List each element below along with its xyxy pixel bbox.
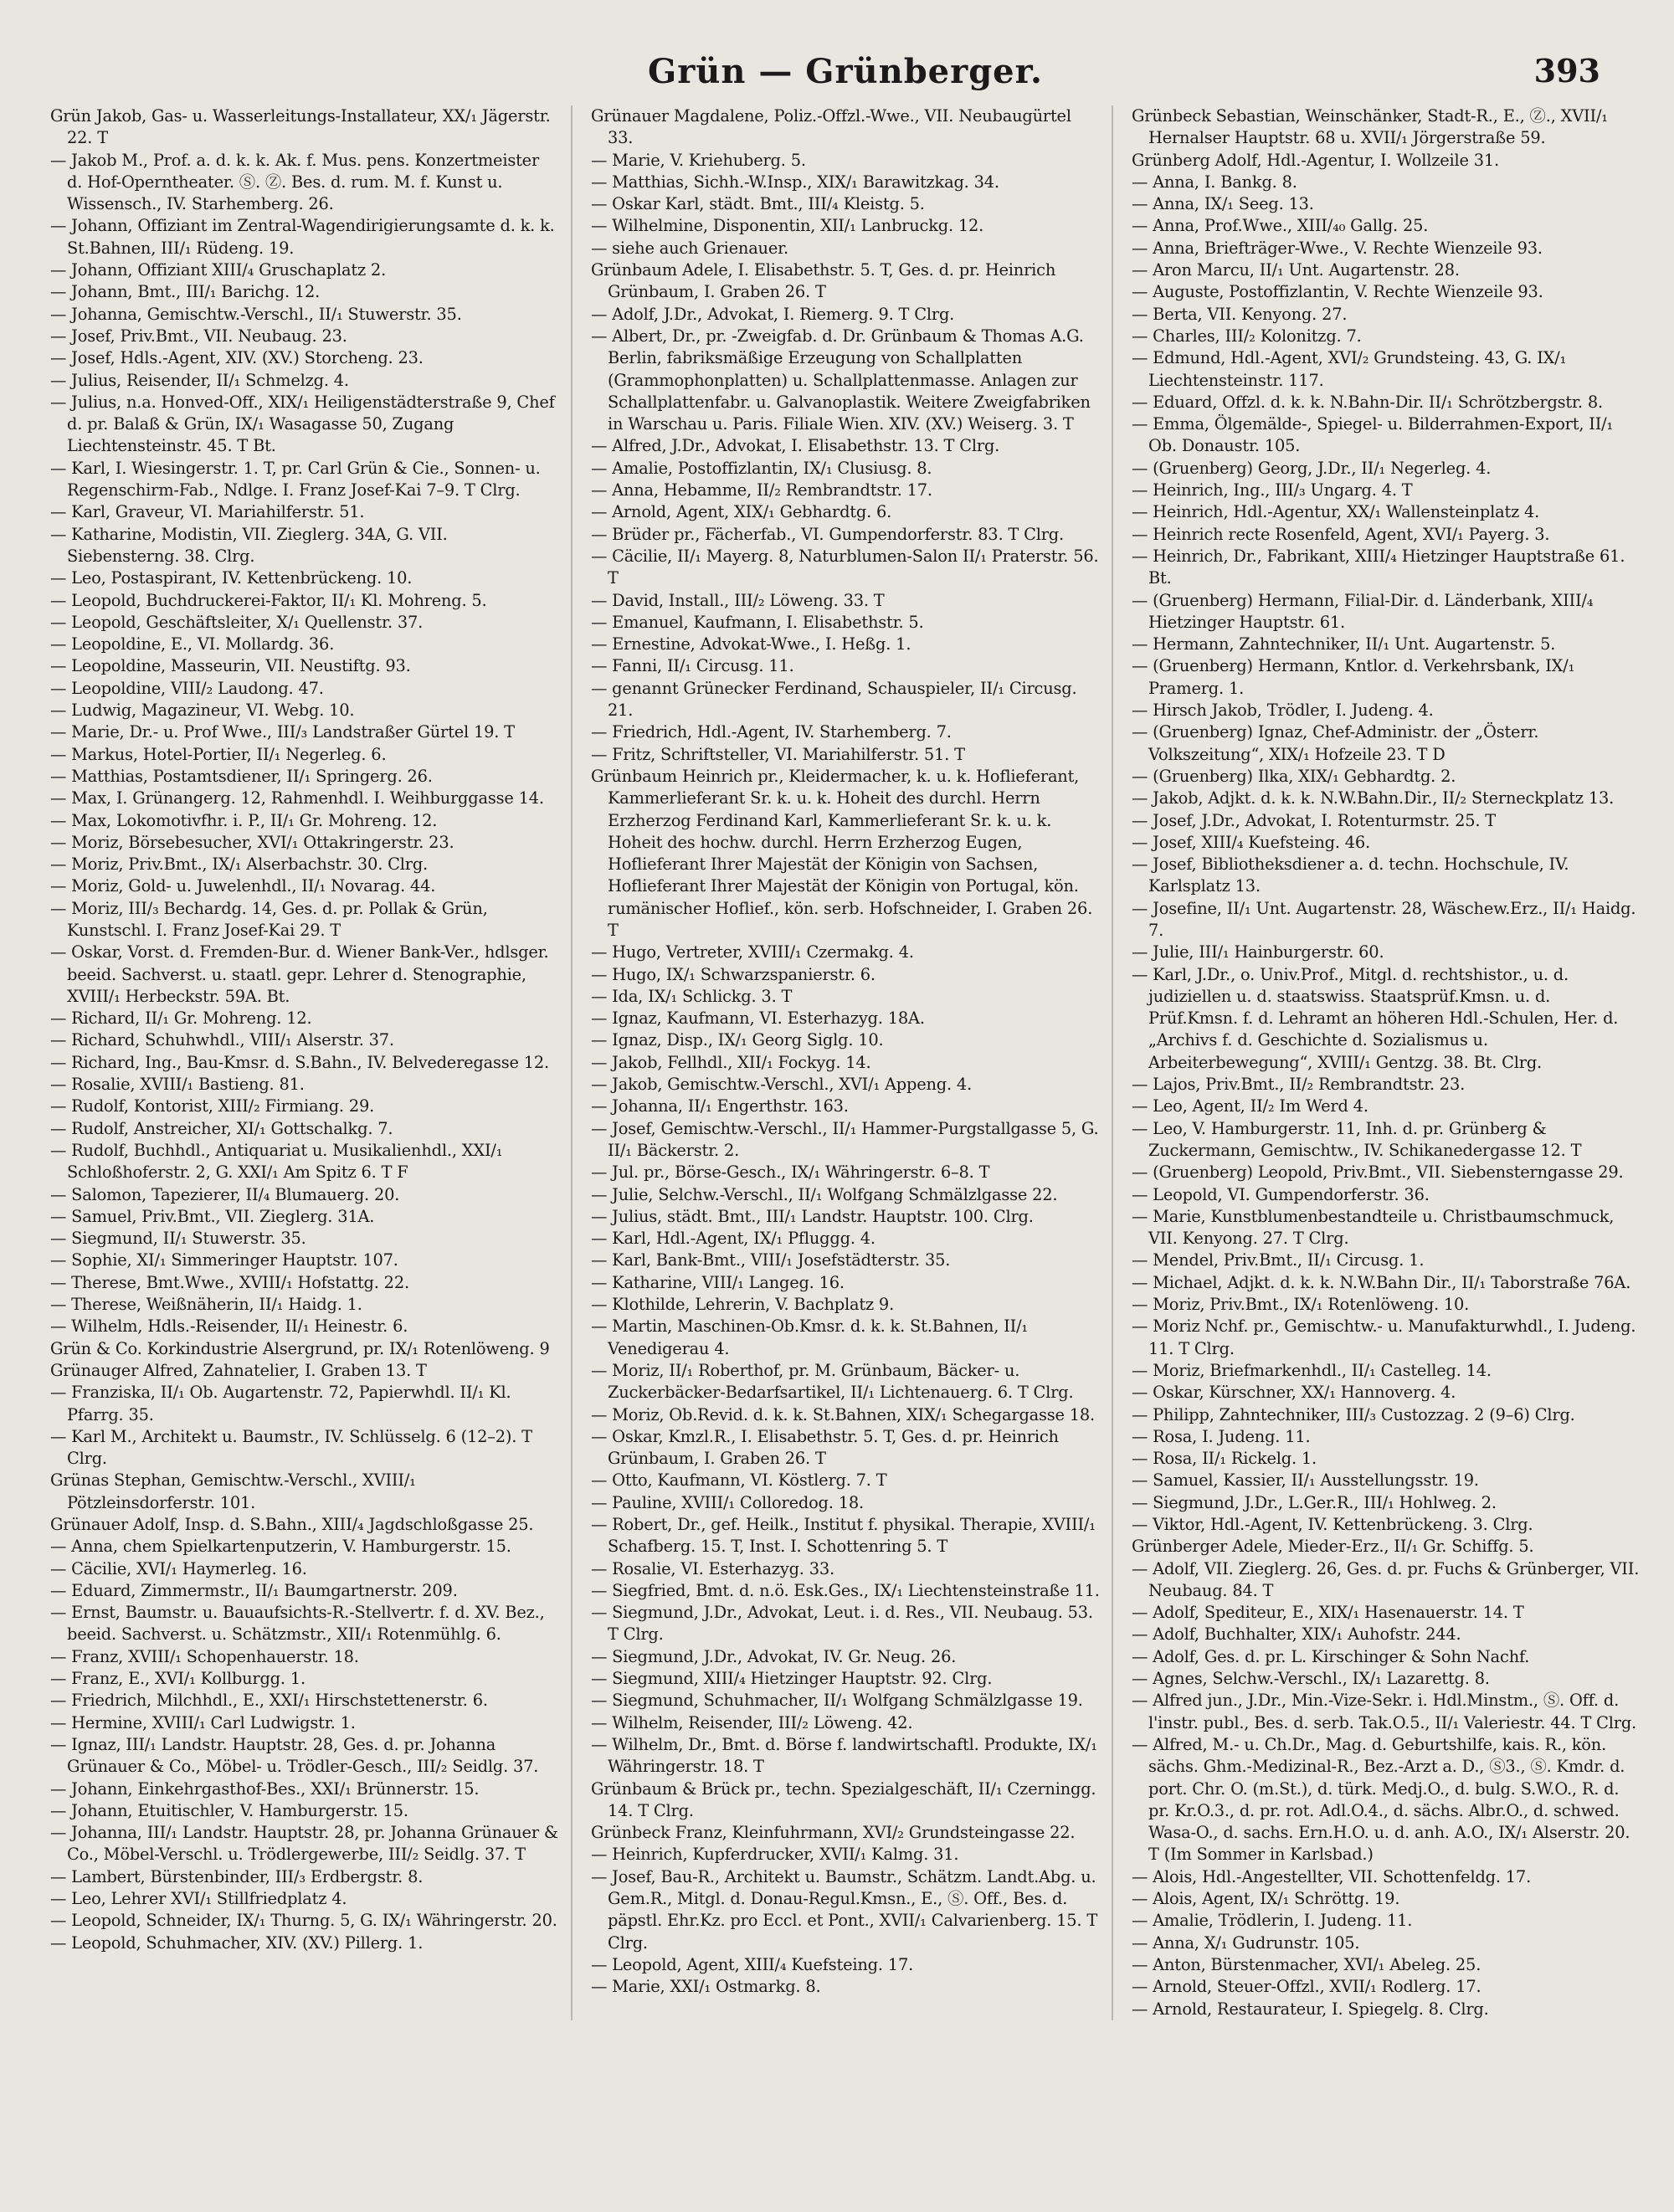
directory-entry: — Karl, Hdl.-Agent, IX/₁ Pfluggg. 4. bbox=[591, 1229, 876, 1249]
directory-entry: — Josef, Priv.Bmt., VII. Neubaug. 23. bbox=[50, 326, 347, 346]
directory-entry: — Sophie, XI/₁ Simmeringer Hauptstr. 107. bbox=[50, 1250, 398, 1270]
directory-entry: — Franz, E., XVI/₁ Kollburgg. 1. bbox=[50, 1669, 306, 1689]
directory-entry: — Otto, Kaufmann, VI. Köstlerg. 7. T bbox=[591, 1470, 887, 1491]
directory-entry: Grünberger Adele, Mieder-Erz., II/₁ Gr. Schiffg. 5. bbox=[1132, 1537, 1534, 1557]
directory-entry: — Johanna, Gemischtw.-Verschl., II/₁ Stuwerstr. 35. bbox=[50, 304, 462, 324]
directory-entry: — Therese, Bmt.Wwe., XVIII/₁ Hofstattg. 22. bbox=[50, 1272, 409, 1292]
directory-entry: — Marie, Kunstblumenbestandteile u. Christbaumschmuck, VII. Kenyong. 27. T Clrg. bbox=[1132, 1206, 1615, 1249]
directory-entry: — Michael, Adjkt. d. k. k. N.W.Bahn Dir., II/₁ Taborstraße 76A. bbox=[1132, 1272, 1631, 1292]
directory-entry: — Jakob, Adjkt. d. k. k. N.W.Bahn.Dir., II/₂ Sterneckplatz 13. bbox=[1132, 788, 1615, 808]
directory-entry: — Hugo, Vertreter, XVIII/₁ Czermakg. 4. bbox=[591, 942, 914, 962]
directory-entry: — Siegmund, XIII/₄ Hietzinger Hauptstr. 92. Clrg. bbox=[591, 1669, 993, 1689]
directory-entry: — Edmund, Hdl.-Agent, XVI/₂ Grundsteing. 43, G. IX/₁ Liechtensteinstr. 117. bbox=[1132, 348, 1567, 390]
column-middle bbox=[591, 105, 1113, 2020]
directory-entry: — Franz, XVIII/₁ Schopenhauerstr. 18. bbox=[50, 1646, 359, 1666]
directory-entry: — Albert, Dr., pr. -Zweigfab. d. Dr. Grünbaum & Thomas A.G. Berlin, fabriksmäßige Erzeugung von Schallplatten (Grammophonplatten) u. Schallplattenmasse. Anlagen zur Schallplattenfabr. u. Galvanoplastik. Weitere Zweigfabriken in Warschau u. Paris. Filiale Wien. XIV. (XV.) Weiserg. 3. T bbox=[591, 326, 1091, 434]
directory-entry: — Moriz, Priv.Bmt., IX/₁ Alserbachstr. 30. Clrg. bbox=[50, 855, 429, 875]
directory-entry: — Karl, Graveur, VI. Mariahilferstr. 51. bbox=[50, 502, 365, 522]
directory-entry: — Siegmund, J.Dr., Advokat, Leut. i. d. Res., VII. Neubaug. 53. T Clrg. bbox=[591, 1603, 1093, 1645]
directory-entry: — Marie, XXI/₁ Ostmarkg. 8. bbox=[591, 1977, 821, 1997]
directory-entry: — Pauline, XVIII/₁ Colloredog. 18. bbox=[591, 1492, 864, 1512]
directory-entry: — Leopold, Buchdruckerei-Faktor, II/₁ Kl. Mohreng. 5. bbox=[50, 590, 487, 610]
directory-entry: — Leo, V. Hamburgerstr. 11, Inh. d. pr. Grünberg & Zuckermann, Gemischtw., IV. Schikanedergasse 12. T bbox=[1132, 1118, 1582, 1160]
directory-entry: — Agnes, Selchw.-Verschl., IX/₁ Lazarettg. 8. bbox=[1132, 1669, 1490, 1689]
directory-entry: — Moriz, Börsebesucher, XVI/₁ Ottakringerstr. 23. bbox=[50, 832, 454, 852]
page-number: 393 bbox=[1533, 52, 1600, 90]
directory-entry: Grünauer Adolf, Insp. d. S.Bahn., XIII/₄ Jagdschloßgasse 25. bbox=[50, 1515, 534, 1534]
directory-entry: — Adolf, Buchhalter, XIX/₁ Auhofstr. 244. bbox=[1132, 1624, 1461, 1645]
directory-entry: — Rudolf, Anstreicher, XI/₁ Gottschalkg. 7. bbox=[50, 1118, 393, 1138]
directory-entry: — Richard, Ing., Bau-Kmsr. d. S.Bahn., IV. Belvederegasse 12. bbox=[50, 1052, 549, 1072]
directory-entry: — David, Install., III/₂ Löweng. 33. T bbox=[591, 590, 885, 610]
directory-entry: — Anna, IX/₁ Seeg. 13. bbox=[1132, 194, 1314, 214]
directory-entry: — Max, I. Grünangerg. 12, Rahmenhdl. I. Weihburggasse 14. bbox=[50, 788, 544, 808]
directory-entry: — Hermann, Zahntechniker, II/₁ Unt. Augartenstr. 5. bbox=[1132, 634, 1556, 654]
directory-entry: — Moriz Nchf. pr., Gemischtw.- u. Manufakturwhdl., I. Judeng. 11. T Clrg. bbox=[1132, 1316, 1636, 1358]
directory-entry: — Josef, J.Dr., Advokat, I. Rotenturmstr. 25. T bbox=[1132, 810, 1497, 830]
directory-entry: Grün & Co. Korkindustrie Alsergrund, pr. IX/₁ Rotenlöweng. 9 bbox=[50, 1338, 550, 1358]
directory-entry: — Brüder pr., Fächerfab., VI. Gumpendorferstr. 83. T Clrg. bbox=[591, 524, 1064, 544]
directory-entry: — Siegmund, Schuhmacher, II/₁ Wolfgang Schmälzlgasse 19. bbox=[591, 1691, 1083, 1711]
directory-entry: — Anna, Briefträger-Wwe., V. Rechte Wienzeile 93. bbox=[1132, 238, 1543, 258]
directory-entry: — Rosa, II/₁ Rickelg. 1. bbox=[1132, 1449, 1317, 1469]
directory-entry: — Matthias, Sichh.-W.Insp., XIX/₁ Barawitzkag. 34. bbox=[591, 172, 999, 192]
directory-entry: — siehe auch Grienauer. bbox=[591, 238, 789, 258]
directory-entry: — Marie, V. Kriehuberg. 5. bbox=[591, 150, 806, 170]
directory-entry: Grünbaum & Brück pr., techn. Spezialgeschäft, II/₁ Czerningg. 14. T Clrg. bbox=[591, 1778, 1096, 1820]
directory-entry: Grünauer Magdalene, Poliz.-Offzl.-Wwe., VII. Neubaugürtel 33. bbox=[591, 106, 1071, 148]
directory-entry: — Adolf, J.Dr., Advokat, I. Riemerg. 9. T Clrg. bbox=[591, 304, 955, 324]
directory-entry: — Moriz, Gold- u. Juwelenhdl., II/₁ Novarag. 44. bbox=[50, 876, 436, 896]
directory-entry: — Eduard, Zimmermstr., II/₁ Baumgartnerstr. 209. bbox=[50, 1580, 458, 1600]
directory-entry: Grünberg Adolf, Hdl.-Agentur, I. Wollzeile 31. bbox=[1132, 150, 1499, 170]
directory-entry: — Markus, Hotel-Portier, II/₁ Negerleg. 6. bbox=[50, 744, 387, 764]
directory-entry: — Oskar, Kmzl.R., I. Elisabethstr. 5. T, Ges. d. pr. Heinrich Grünbaum, I. Graben 26. T bbox=[591, 1426, 1059, 1469]
directory-entry: Grünbaum Adele, I. Elisabethstr. 5. T, Ges. d. pr. Heinrich Grünbaum, I. Graben 26. T bbox=[591, 260, 1056, 302]
directory-entry: — Heinrich recte Rosenfeld, Agent, XVI/₁ Payerg. 3. bbox=[1132, 524, 1550, 544]
directory-entry: — Leopold, Schneider, IX/₁ Thurng. 5, G. IX/₁ Währingerstr. 20. bbox=[50, 1911, 557, 1931]
directory-entry: — Jakob M., Prof. a. d. k. k. Ak. f. Mus. pens. Konzertmeister d. Hof-Operntheater. Ⓢ. Ⓩ. Bes. d. rum. M. f. Kunst u. Wissensch., IV. Starhemberg. 26. bbox=[50, 150, 540, 214]
directory-entry: — Wilhelm, Hdls.-Reisender, II/₁ Heinestr. 6. bbox=[50, 1316, 408, 1337]
directory-entry: — Johann, Etuitischler, V. Hamburgerstr. 15. bbox=[50, 1800, 408, 1820]
directory-entry: — Ignaz, Kaufmann, VI. Esterhazyg. 18A. bbox=[591, 1008, 925, 1029]
directory-entry: — Karl, I. Wiesingerstr. 1. T, pr. Carl Grün & Cie., Sonnen- u. Regenschirm-Fab., Ndlge. I. Franz Josef-Kai 7–9. T Clrg. bbox=[50, 458, 541, 500]
directory-entry: — Salomon, Tapezierer, II/₄ Blumauerg. 20. bbox=[50, 1184, 400, 1204]
directory-entry: — Oskar Karl, städt. Bmt., III/₄ Kleistg. 5. bbox=[591, 194, 925, 214]
directory-entry: — Alfred jun., J.Dr., Min.-Vize-Sekr. i. Hdl.Minstm., Ⓢ. Off. d. l'instr. publ., Bes. d. serb. Tak.O.5., II/₁ Valeriestr. 44. T Clrg. bbox=[1132, 1691, 1637, 1732]
directory-entry: — Moriz, Briefmarkenhdl., II/₁ Castelleg. 14. bbox=[1132, 1360, 1492, 1380]
directory-entry: — Leopoldine, VIII/₂ Laudong. 47. bbox=[50, 678, 324, 698]
directory-entry: — Heinrich, Kupferdrucker, XVII/₁ Kalmg. 31. bbox=[591, 1845, 959, 1865]
directory-entry: — Anna, Hebamme, II/₂ Rembrandtstr. 17. bbox=[591, 480, 932, 500]
directory-entry: — Heinrich, Hdl.-Agentur, XX/₁ Wallensteinplatz 4. bbox=[1132, 502, 1540, 522]
directory-entry: — Alfred, J.Dr., Advokat, I. Elisabethstr. 13. T Clrg. bbox=[591, 436, 1000, 456]
directory-entry: — Viktor, Hdl.-Agent, IV. Kettenbrückeng. 3. Clrg. bbox=[1132, 1515, 1533, 1534]
directory-entry: — Berta, VII. Kenyong. 27. bbox=[1132, 304, 1348, 324]
directory-entry: Grün Jakob, Gas- u. Wasserleitungs-Installateur, XX/₁ Jägerstr. 22. T bbox=[50, 106, 551, 148]
directory-entry: — Adolf, Ges. d. pr. L. Kirschinger & Sohn Nachf. bbox=[1132, 1646, 1530, 1666]
directory-entry: — Josefine, II/₁ Unt. Augartenstr. 28, Wäschew.Erz., II/₁ Haidg. 7. bbox=[1132, 898, 1636, 940]
directory-entry: — Lambert, Bürstenbinder, III/₃ Erdbergstr. 8. bbox=[50, 1866, 424, 1886]
directory-entry: — Samuel, Priv.Bmt., VII. Zieglerg. 31A. bbox=[50, 1206, 375, 1226]
directory-entry: — Emma, Ölgemälde-, Spiegel- u. Bilderrahmen-Export, II/₁ Ob. Donaustr. 105. bbox=[1132, 414, 1614, 456]
directory-entry: — Johann, Offiziant XIII/₄ Gruschaplatz 2. bbox=[50, 260, 387, 280]
directory-entry: — Siegfried, Bmt. d. n.ö. Esk.Ges., IX/₁ Liechtensteinstraße 11. bbox=[591, 1580, 1100, 1600]
directory-entry: — Johanna, III/₁ Landstr. Hauptstr. 28, pr. Johanna Grünauer & Co., Möbel-Verschl. u. Trödlergewerbe, III/₂ Seidlg. 37. T bbox=[50, 1823, 558, 1865]
directory-entry: — (Gruenberg) Georg, J.Dr., II/₁ Negerleg. 4. bbox=[1132, 458, 1492, 478]
directory-entry: — Siegmund, J.Dr., Advokat, IV. Gr. Neug. 26. bbox=[591, 1646, 957, 1666]
column-left bbox=[50, 105, 573, 2020]
directory-entry: — Leo, Postaspirant, IV. Kettenbrückeng. 10. bbox=[50, 568, 413, 588]
directory-entry: — Leopoldine, Masseurin, VII. Neustiftg. 93. bbox=[50, 656, 411, 676]
directory-entry: — Friedrich, Hdl.-Agent, IV. Starhemberg. 7. bbox=[591, 722, 952, 742]
directory-entry: — Rudolf, Buchhdl., Antiquariat u. Musikalienhdl., XXI/₁ Schloßhoferstr. 2, G. XXI/₁ Am Spitz 6. T F bbox=[50, 1140, 503, 1183]
directory-entry: — Karl, J.Dr., o. Univ.Prof., Mitgl. d. rechtshistor., u. d. judiziellen u. d. staatswiss. Staatsprüf.Kmsn. u. d. Prüf.Kmsn. f. d. Lehramt an höheren Hdl.-Schulen, Her. d. „Archivs f. d. Geschichte d. Sozialismus u. Arbeiterbewegung“, XVIII/₁ Gentzg. 38. Bt. Clrg. bbox=[1132, 964, 1619, 1072]
directory-entry: — Julius, städt. Bmt., III/₁ Landstr. Hauptstr. 100. Clrg. bbox=[591, 1206, 1034, 1226]
directory-entry: — Leopoldine, E., VI. Mollardg. 36. bbox=[50, 634, 335, 654]
directory-entry: — Julie, III/₁ Hainburgerstr. 60. bbox=[1132, 942, 1384, 962]
directory-entry: — Mendel, Priv.Bmt., II/₁ Circusg. 1. bbox=[1132, 1250, 1425, 1270]
directory-entry: — Johann, Offiziant im Zentral-Wagendirigierungsamte d. k. k. St.Bahnen, III/₁ Rüdeng. 19. bbox=[50, 216, 555, 258]
directory-entry: — Rudolf, Kontorist, XIII/₂ Firmiang. 29. bbox=[50, 1096, 375, 1116]
directory-entry: — Karl, Bank-Bmt., VIII/₁ Josefstädterstr. 35. bbox=[591, 1250, 951, 1270]
directory-entry: — Anna, chem Spielkartenputzerin, V. Hamburgerstr. 15. bbox=[50, 1537, 511, 1557]
running-title: Grün — Grünberger. bbox=[648, 52, 1043, 91]
directory-entry: — Samuel, Kassier, II/₁ Ausstellungsstr. 19. bbox=[1132, 1470, 1479, 1491]
directory-columns bbox=[50, 105, 1641, 2020]
directory-entry: — Fritz, Schriftsteller, VI. Mariahilferstr. 51. T bbox=[591, 744, 965, 764]
directory-entry: — Siegmund, II/₁ Stuwerstr. 35. bbox=[50, 1229, 306, 1249]
directory-entry: — Oskar, Kürschner, XX/₁ Hannoverg. 4. bbox=[1132, 1383, 1456, 1403]
directory-entry: — Josef, Bibliotheksdiener a. d. techn. Hochschule, IV. Karlsplatz 13. bbox=[1132, 855, 1569, 896]
directory-entry: — Robert, Dr., gef. Heilk., Institut f. physikal. Therapie, XVIII/₁ Schafberg. 15. T, Inst. I. Schottenring 5. T bbox=[591, 1515, 1096, 1557]
directory-entry: — Emanuel, Kaufmann, I. Elisabethstr. 5. bbox=[591, 612, 924, 632]
directory-entry: Grünas Stephan, Gemischtw.-Verschl., XVIII/₁ Pötzleinsdorferstr. 101. bbox=[50, 1470, 416, 1512]
directory-entry: — (Gruenberg) Ignaz, Chef-Administr. der „Österr. Volkszeitung“, XIX/₁ Hofzeile 23. T D bbox=[1132, 722, 1539, 764]
directory-entry: — Katharine, Modistin, VII. Zieglerg. 34A, G. VII. Siebensterng. 38. Clrg. bbox=[50, 524, 448, 566]
directory-entry: — Heinrich, Ing., III/₃ Ungarg. 4. T bbox=[1132, 480, 1413, 500]
directory-entry: — Ignaz, Disp., IX/₁ Georg Siglg. 10. bbox=[591, 1030, 884, 1050]
directory-entry: — (Gruenberg) Hermann, Filial-Dir. d. Länderbank, XIII/₄ Hietzinger Hauptstr. 61. bbox=[1132, 590, 1594, 632]
directory-entry: — Hirsch Jakob, Trödler, I. Judeng. 4. bbox=[1132, 701, 1434, 721]
directory-entry: — Fanni, II/₁ Circusg. 11. bbox=[591, 656, 794, 676]
directory-entry: — Anna, I. Bankg. 8. bbox=[1132, 172, 1297, 192]
directory-entry: — Alfred, M.- u. Ch.Dr., Mag. d. Geburtshilfe, kais. R., kön. sächs. Ghm.-Medizinal-R., Bez.-Arzt a. D., Ⓢ3., Ⓢ. Kmdr. d. port. Chr. O. (m.St.), d. türk. Medj.O., d. bulg. S.W.O., R. d. pr. Kr.O.3., d. pr. rot. Adl.O.4., d. sächs. Albr.O., d. schwed. Wasa-O., d. sachs. Ern.H.O. u. d. anh. A.O., IX/₁ Alserstr. 20. T (Im Sommer in Karlsbad.) bbox=[1132, 1734, 1630, 1865]
column-right bbox=[1132, 105, 1641, 2020]
directory-entry: — Moriz, II/₁ Roberthof, pr. M. Grünbaum, Bäcker- u. Zuckerbäcker-Bedarfsartikel, II/₁ Lichtenauerg. 6. T Clrg. bbox=[591, 1360, 1074, 1403]
directory-entry: — Cäcilie, II/₁ Mayerg. 8, Naturblumen-Salon II/₁ Praterstr. 56. T bbox=[591, 546, 1099, 588]
directory-entry: — Johann, Bmt., III/₁ Barichg. 12. bbox=[50, 282, 321, 302]
directory-entry: — Philipp, Zahntechniker, III/₃ Custozzag. 2 (9–6) Clrg. bbox=[1132, 1404, 1575, 1424]
directory-entry: — Arnold, Steuer-Offzl., XVII/₁ Rodlerg. 17. bbox=[1132, 1977, 1481, 1997]
directory-entry: — Leopold, VI. Gumpendorferstr. 36. bbox=[1132, 1184, 1430, 1204]
directory-entry: — Oskar, Vorst. d. Fremden-Bur. d. Wiener Bank-Ver., hdlsger. beeid. Sachverst. u. staatl. gepr. Lehrer d. Stenographie, XVIII/₁ Herbeckstr. 59A. Bt. bbox=[50, 942, 549, 1006]
directory-entry: — Amalie, Postoffizlantin, IX/₁ Clusiusg. 8. bbox=[591, 458, 932, 478]
directory-entry: — (Gruenberg) Hermann, Kntlor. d. Verkehrsbank, IX/₁ Pramerg. 1. bbox=[1132, 656, 1575, 698]
directory-entry: — Ida, IX/₁ Schlickg. 3. T bbox=[591, 986, 793, 1006]
directory-entry: — Klothilde, Lehrerin, V. Bachplatz 9. bbox=[591, 1295, 895, 1315]
directory-entry: — Adolf, Spediteur, E., XIX/₁ Hasenauerstr. 14. T bbox=[1132, 1603, 1524, 1623]
directory-entry: — Jakob, Gemischtw.-Verschl., XVI/₁ Appeng. 4. bbox=[591, 1075, 973, 1095]
directory-entry: — genannt Grünecker Ferdinand, Schauspieler, II/₁ Circusg. 21. bbox=[591, 678, 1077, 721]
directory-entry: — Richard, Schuhwhdl., VIII/₁ Alserstr. 37. bbox=[50, 1030, 394, 1050]
directory-entry: — Martin, Maschinen-Ob.Kmsr. d. k. k. St.Bahnen, II/₁ Venedigerau 4. bbox=[591, 1316, 1028, 1358]
directory-entry: — Julius, n.a. Honved-Off., XIX/₁ Heiligenstädterstraße 9, Chef d. pr. Balaß & Grün, IX/₁ Wasagasse 50, Zugang Liechtensteinstr. 45. T Bt. bbox=[50, 392, 555, 456]
directory-entry: — (Gruenberg) Ilka, XIX/₁ Gebhardtg. 2. bbox=[1132, 766, 1456, 786]
directory-entry: — Hugo, IX/₁ Schwarzspanierstr. 6. bbox=[591, 964, 876, 984]
directory-entry: — Leopold, Agent, XIII/₄ Kuefsteing. 17. bbox=[591, 1954, 914, 1974]
directory-entry: — Ludwig, Magazineur, VI. Webg. 10. bbox=[50, 701, 355, 721]
directory-entry: — Adolf, VII. Zieglerg. 26, Ges. d. pr. Fuchs & Grünberger, VII. Neubaug. 84. T bbox=[1132, 1558, 1640, 1600]
directory-entry: — Auguste, Postoffizlantin, V. Rechte Wienzeile 93. bbox=[1132, 282, 1543, 302]
directory-entry: — Wilhelmine, Disponentin, XII/₁ Lanbruckg. 12. bbox=[591, 216, 984, 236]
directory-entry: — Leo, Lehrer XVI/₁ Stillfriedplatz 4. bbox=[50, 1889, 347, 1909]
directory-entry: — Karl M., Architekt u. Baumstr., IV. Schlüsselg. 6 (12–2). T Clrg. bbox=[50, 1426, 532, 1469]
directory-entry: — Alois, Agent, IX/₁ Schröttg. 19. bbox=[1132, 1889, 1400, 1909]
directory-entry: — Rosalie, XVIII/₁ Bastieng. 81. bbox=[50, 1075, 305, 1095]
directory-entry: — Wilhelm, Reisender, III/₂ Löweng. 42. bbox=[591, 1712, 913, 1732]
directory-entry: — Jul. pr., Börse-Gesch., IX/₁ Währingerstr. 6–8. T bbox=[591, 1162, 990, 1183]
directory-entry: — Franziska, II/₁ Ob. Augartenstr. 72, Papierwhdl. II/₁ Kl. Pfarrg. 35. bbox=[50, 1383, 511, 1424]
directory-entry: — Anna, X/₁ Gudrunstr. 105. bbox=[1132, 1932, 1360, 1953]
directory-entry: — Marie, Dr.- u. Prof Wwe., III/₃ Landstraßer Gürtel 19. T bbox=[50, 722, 515, 742]
directory-entry: — Friedrich, Milchhdl., E., XXI/₁ Hirschstettenerstr. 6. bbox=[50, 1691, 488, 1711]
directory-entry: — Hermine, XVIII/₁ Carl Ludwigstr. 1. bbox=[50, 1712, 356, 1732]
directory-entry: Grünbeck Sebastian, Weinschänker, Stadt-R., E., Ⓩ., XVII/₁ Hernalser Hauptstr. 68 u. XVII/₁ Jörgerstraße 59. bbox=[1132, 106, 1608, 148]
directory-entry: — Arnold, Restaurateur, I. Spiegelg. 8. Clrg. bbox=[1132, 1999, 1489, 2019]
directory-entry: — Josef, Gemischtw.-Verschl., II/₁ Hammer-Purgstallgasse 5, G. II/₁ Bäckerstr. 2. bbox=[591, 1118, 1099, 1160]
directory-entry: — Amalie, Trödlerin, I. Judeng. 11. bbox=[1132, 1911, 1413, 1931]
directory-entry: — Johann, Einkehrgasthof-Bes., XXI/₁ Brünnerstr. 15. bbox=[50, 1778, 480, 1799]
directory-entry: — Aron Marcu, II/₁ Unt. Augartenstr. 28. bbox=[1132, 260, 1460, 280]
directory-entry: Grünbaum Heinrich pr., Kleidermacher, k. u. k. Hoflieferant, Kammerlieferant Sr. k. u. k. Hoheit des durchl. Herrn Erzherzog Ferdinand Karl, Kammerlieferant Sr. k. u. k. Hoheit des hochw. durchl. Herrn Erzherzog Eugen, Hoflieferant Ihrer Majestät der Königin von Sachsen, Hoflieferant Ihrer Majestät der Königin von Portugal, kön. rumänischer Hoflief., kön. serb. Hofschneider, I. Graben 26. T bbox=[591, 766, 1093, 940]
directory-entry: — Josef, Bau-R., Architekt u. Baumstr., Schätzm. Landt.Abg. u. Gem.R., Mitgl. d. Donau-Regul.Kmsn., E., Ⓢ. Off., Bes. d. päpstl. Ehr.Kz. pro Eccl. et Pont., XVII/₁ Calvarienberg. 15. T Clrg. bbox=[591, 1866, 1098, 1953]
directory-entry: — Moriz, Ob.Revid. d. k. k. St.Bahnen, XIX/₁ Schegargasse 18. bbox=[591, 1404, 1095, 1424]
directory-entry: — Leopold, Geschäftsleiter, X/₁ Quellenstr. 37. bbox=[50, 612, 424, 632]
directory-entry: — Moriz, Priv.Bmt., IX/₁ Rotenlöweng. 10. bbox=[1132, 1295, 1470, 1315]
directory-entry: — Rosa, I. Judeng. 11. bbox=[1132, 1426, 1311, 1446]
directory-entry: — Leopold, Schuhmacher, XIV. (XV.) Pillerg. 1. bbox=[50, 1932, 424, 1953]
directory-entry: — Alois, Hdl.-Angestellter, VII. Schottenfeldg. 17. bbox=[1132, 1866, 1532, 1886]
directory-entry: — Julius, Reisender, II/₁ Schmelzg. 4. bbox=[50, 370, 349, 390]
directory-entry: — Moriz, III/₃ Bechardg. 14, Ges. d. pr. Pollak & Grün, Kunstschl. I. Franz Josef-Kai 29. T bbox=[50, 898, 488, 940]
directory-entry: — Cäcilie, XVI/₁ Haymerleg. 16. bbox=[50, 1558, 307, 1578]
directory-entry: — Richard, II/₁ Gr. Mohreng. 12. bbox=[50, 1008, 312, 1029]
directory-entry: — Arnold, Agent, XIX/₁ Gebhardtg. 6. bbox=[591, 502, 892, 522]
directory-entry: — Charles, III/₂ Kolonitzg. 7. bbox=[1132, 326, 1362, 346]
directory-entry: — Ignaz, III/₁ Landstr. Hauptstr. 28, Ges. d. pr. Johanna Grünauer & Co., Möbel- u. Trödler-Gesch., III/₂ Seidlg. 37. bbox=[50, 1734, 539, 1777]
directory-entry: — Eduard, Offzl. d. k. k. N.Bahn-Dir. II/₁ Schrötzbergstr. 8. bbox=[1132, 392, 1603, 412]
directory-entry: — Lajos, Priv.Bmt., II/₂ Rembrandtstr. 23. bbox=[1132, 1075, 1466, 1095]
directory-entry: — Leo, Agent, II/₂ Im Werd 4. bbox=[1132, 1096, 1368, 1116]
directory-entry: — Julie, Selchw.-Verschl., II/₁ Wolfgang Schmälzlgasse 22. bbox=[591, 1184, 1058, 1204]
directory-entry: — Jakob, Fellhdl., XII/₁ Fockyg. 14. bbox=[591, 1052, 871, 1072]
directory-entry: — (Gruenberg) Leopold, Priv.Bmt., VII. Siebensterngasse 29. bbox=[1132, 1162, 1624, 1183]
page-header bbox=[50, 52, 1641, 95]
directory-entry: — Katharine, VIII/₁ Langeg. 16. bbox=[591, 1272, 845, 1292]
directory-entry: — Josef, XIII/₄ Kuefsteing. 46. bbox=[1132, 832, 1370, 852]
directory-entry: — Rosalie, VI. Esterhazyg. 33. bbox=[591, 1558, 834, 1578]
directory-entry: — Ernestine, Advokat-Wwe., I. Heßg. 1. bbox=[591, 634, 911, 654]
directory-entry: — Max, Lokomotivfhr. i. P., II/₁ Gr. Mohreng. 12. bbox=[50, 810, 438, 830]
directory-entry: Grünauger Alfred, Zahnatelier, I. Graben 13. T bbox=[50, 1360, 427, 1380]
directory-entry: — Anna, Prof.Wwe., XIII/₄₀ Gallg. 25. bbox=[1132, 216, 1429, 236]
directory-entry: — Anton, Bürstenmacher, XVI/₁ Abeleg. 25. bbox=[1132, 1954, 1481, 1974]
directory-entry: — Heinrich, Dr., Fabrikant, XIII/₄ Hietzinger Hauptstraße 61. Bt. bbox=[1132, 546, 1625, 588]
directory-entry: — Wilhelm, Dr., Bmt. d. Börse f. landwirtschaftl. Produkte, IX/₁ Währingerstr. 18. T bbox=[591, 1734, 1097, 1777]
directory-entry: — Johanna, II/₁ Engerthstr. 163. bbox=[591, 1096, 849, 1116]
directory-entry: — Matthias, Postamtsdiener, II/₁ Springerg. 26. bbox=[50, 766, 433, 786]
directory-entry: — Josef, Hdls.-Agent, XIV. (XV.) Storcheng. 23. bbox=[50, 348, 424, 368]
directory-entry: — Siegmund, J.Dr., L.Ger.R., III/₁ Hohlweg. 2. bbox=[1132, 1492, 1497, 1512]
directory-entry: Grünbeck Franz, Kleinfuhrmann, XVI/₂ Grundsteingasse 22. bbox=[591, 1823, 1076, 1843]
directory-entry: — Ernst, Baumstr. u. Bauaufsichts-R.-Stellvertr. f. d. XV. Bez., beeid. Sachverst. u. Schätzmstr., XII/₁ Rotenmühlg. 6. bbox=[50, 1603, 545, 1645]
directory-entry: — Therese, Weißnäherin, II/₁ Haidg. 1. bbox=[50, 1295, 362, 1315]
